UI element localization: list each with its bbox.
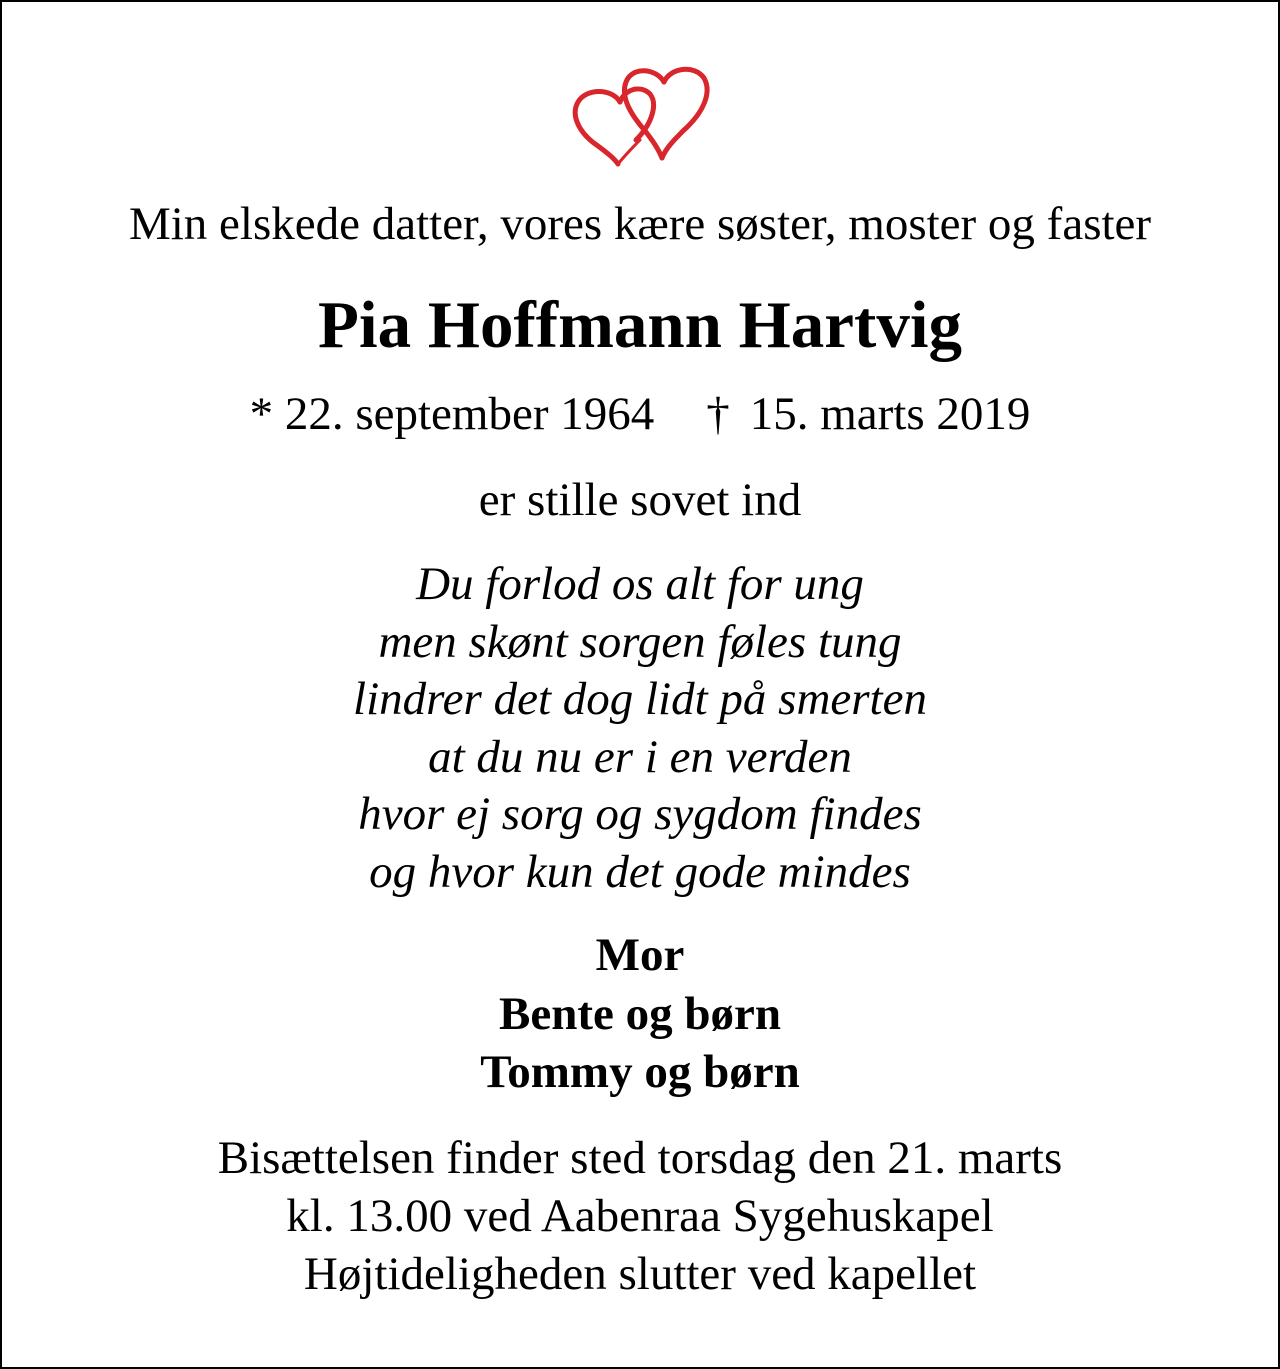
intro-text: Min elskede datter, vores kære søster, moster og faster [128, 198, 1152, 250]
service-info [0, 1129, 1280, 1303]
deceased-name: Pia Hoffmann Hartvig [318, 288, 962, 362]
family-member: Mor [595, 929, 685, 981]
left-heart-icon [575, 92, 620, 165]
poem-line: lindrer det dog lidt på smerten [353, 673, 927, 725]
poem-line: men skønt sorgen føles tung [378, 615, 902, 668]
poem-line: og hvor kun det gode mindes [369, 845, 911, 898]
double-heart-icon [566, 60, 716, 170]
service-line: Bisættelsen finder sted torsdag den 21. marts [217, 1132, 1063, 1184]
poem-line: at du nu er i en verden [428, 730, 852, 783]
dagger-symbol: † [706, 388, 730, 440]
family-signatures [0, 926, 1280, 1102]
passed-text: er stille sovet ind [478, 474, 802, 526]
service-line: kl. 13.00 ved Aabenraa Sygehuskapel [286, 1190, 994, 1242]
death-date: 15. marts 2019 [749, 388, 1031, 440]
dates-line [0, 386, 1280, 442]
poem-line: Du forlod os alt for ung [416, 558, 864, 610]
family-member: Tommy og børn [480, 1046, 800, 1098]
family-member: Bente og børn [499, 987, 781, 1040]
right-heart-icon [624, 71, 664, 158]
poem-line: hvor ej sorg og sygdom findes [358, 788, 922, 840]
poem [0, 556, 1280, 901]
service-line: Højtideligheden slutter ved kapellet [303, 1248, 977, 1300]
birth-date: * 22. september 1964 [249, 388, 655, 440]
